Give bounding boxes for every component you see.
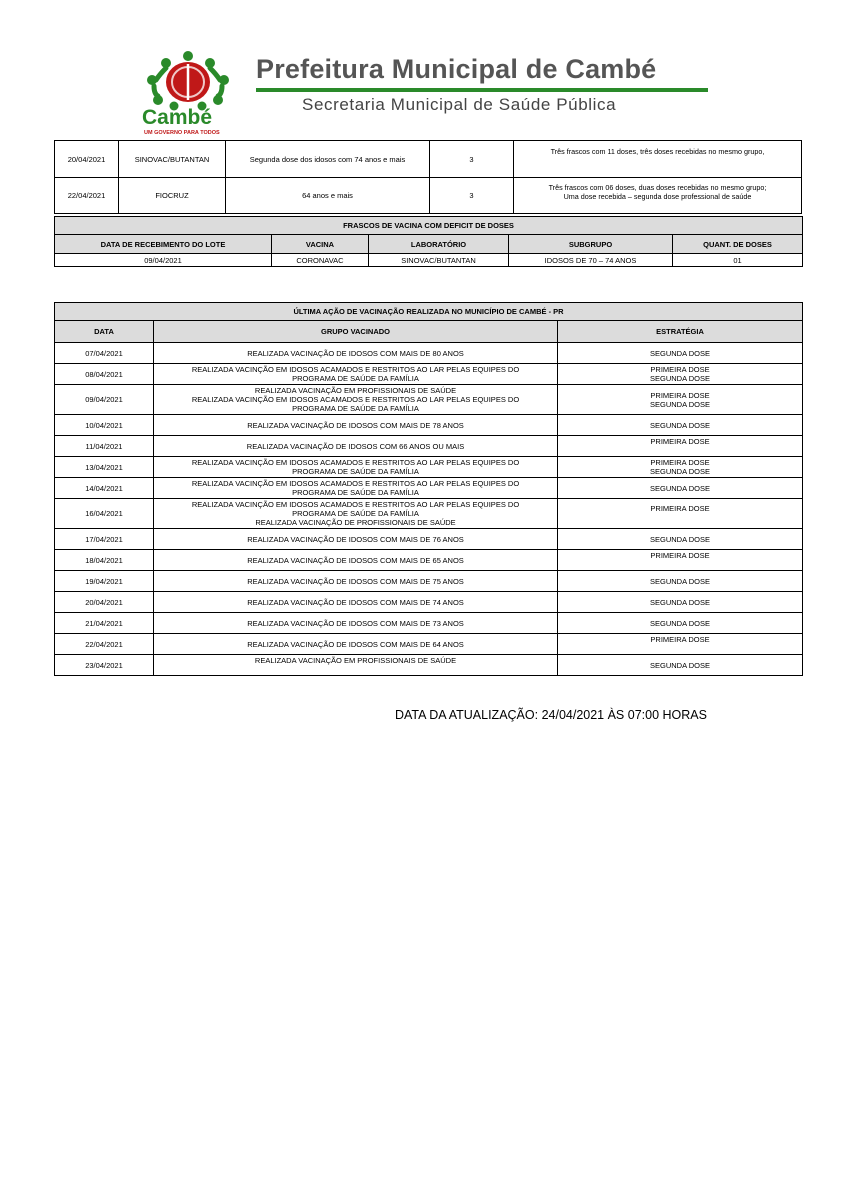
strategy-line: SEGUNDA DOSE	[650, 420, 711, 430]
actions-table-title: ÚLTIMA AÇÃO DE VACINAÇÃO REALIZADA NO MUNICÍPIO DE CAMBÉ - PR	[55, 303, 803, 321]
cell-date: 13/04/2021	[55, 457, 154, 478]
cell-strategy	[558, 592, 803, 613]
cell-group	[154, 478, 558, 499]
strategy-line: SEGUNDA DOSE	[650, 348, 711, 358]
table-row	[55, 499, 803, 529]
group-line: REALIZADA VACINAÇÃO DE PROFISSIONAIS DE SAÚDE	[255, 518, 456, 527]
cell-date: 16/04/2021	[55, 499, 154, 529]
cell-group: Segunda dose dos idosos com 74 anos e mais	[226, 141, 430, 178]
cell-group	[154, 385, 558, 415]
cell-strategy	[558, 457, 803, 478]
observation-line: Uma dose recebida – segunda dose professional de saúde	[563, 192, 752, 201]
strategy-line: SEGUNDA DOSE	[650, 576, 711, 586]
column-header: GRUPO VACINADO	[154, 321, 558, 343]
cell-group	[154, 415, 558, 436]
group-line: REALIZADA VACINAÇÃO DE IDOSOS COM MAIS DE 74 ANOS	[247, 597, 464, 607]
cell-group	[154, 436, 558, 457]
strategy-line: SEGUNDA DOSE	[650, 597, 711, 607]
deficit-table	[54, 216, 803, 267]
column-header: SUBGRUPO	[509, 235, 673, 254]
observation-line: Três frascos com 11 doses, três doses recebidas no mesmo grupo,	[550, 147, 765, 156]
update-timestamp: DATA DA ATUALIZAÇÃO: 24/04/2021 ÀS 07:00 HORAS	[395, 708, 707, 722]
cell-group	[154, 613, 558, 634]
cell-group	[154, 343, 558, 364]
cell-group	[154, 550, 558, 571]
group-line: REALIZADA VACINAÇÃO DE IDOSOS COM MAIS DE 73 ANOS	[247, 618, 464, 628]
table-row	[55, 613, 803, 634]
cell-date: 17/04/2021	[55, 529, 154, 550]
table-row	[55, 436, 803, 457]
cell-observation	[514, 141, 802, 178]
cell-date: 21/04/2021	[55, 613, 154, 634]
logo-wordmark: Cambé	[142, 106, 213, 129]
strategy-line: SEGUNDA DOSE	[650, 483, 711, 493]
strategy-line: PRIMEIRA DOSE	[650, 365, 710, 374]
group-line: REALIZADA VACINAÇÃO EM PROFISSIONAIS DE SAÚDE	[254, 386, 457, 395]
cell-group	[154, 457, 558, 478]
strategy-line: SEGUNDA DOSE	[650, 467, 711, 476]
table-row	[55, 385, 803, 415]
cell-group	[154, 529, 558, 550]
cell-strategy	[558, 415, 803, 436]
column-header: VACINA	[272, 235, 369, 254]
group-line: PROGRAMA DE SAÚDE DA FAMÍLIA	[292, 509, 419, 518]
cell-strategy	[558, 478, 803, 499]
cell-strategy	[558, 550, 803, 571]
cell-date: 23/04/2021	[55, 655, 154, 676]
cell-date: 08/04/2021	[55, 364, 154, 385]
title-divider	[256, 88, 708, 92]
cell-vaccine: FIOCRUZ	[119, 178, 226, 214]
cell-strategy	[558, 529, 803, 550]
column-header: ESTRATÉGIA	[558, 321, 803, 343]
cell-strategy	[558, 364, 803, 385]
cell-strategy	[558, 343, 803, 364]
column-header: DATA	[55, 321, 154, 343]
logo-slogan: UM GOVERNO PARA TODOS	[144, 130, 220, 136]
cell-vaccine: SINOVAC/BUTANTAN	[119, 141, 226, 178]
group-line: PROGRAMA DE SAÚDE DA FAMÍLIA	[292, 488, 419, 497]
table-row	[55, 343, 803, 364]
table-row	[55, 529, 803, 550]
table-row	[55, 141, 802, 178]
strategy-line: PRIMEIRA DOSE	[650, 504, 710, 513]
column-header: QUANT. DE DOSES	[673, 235, 803, 254]
group-line: REALIZADA VACINAÇÃO DE IDOSOS COM MAIS DE 64 ANOS	[247, 639, 464, 649]
cell-group	[154, 655, 558, 676]
group-line: REALIZADA VACINAÇÃO DE IDOSOS COM MAIS DE 65 ANOS	[247, 555, 464, 565]
strategy-line: SEGUNDA DOSE	[650, 660, 711, 670]
observation-line: Três frascos com 06 doses, duas doses recebidas no mesmo grupo;	[548, 183, 767, 192]
cell-strategy	[558, 655, 803, 676]
group-line: REALIZADA VACINAÇÃO DE IDOSOS COM MAIS DE 75 ANOS	[247, 576, 464, 586]
table-row	[55, 415, 803, 436]
column-header: DATA DE RECEBIMENTO DO LOTE	[55, 235, 272, 254]
cell-date: 09/04/2021	[55, 385, 154, 415]
table-row	[55, 254, 803, 267]
cell-group: 64 anos e mais	[226, 178, 430, 214]
cell-date: 22/04/2021	[55, 178, 119, 214]
page-title: Prefeitura Municipal de Cambé	[256, 54, 657, 84]
cell-observation	[514, 178, 802, 214]
cell-strategy	[558, 634, 803, 655]
group-line: PROGRAMA DE SAÚDE DA FAMÍLIA	[292, 467, 419, 476]
group-line: REALIZADA VACINAÇÃO DE IDOSOS COM MAIS DE 80 ANOS	[247, 348, 464, 358]
group-line: REALIZADA VACINAÇÃO DE IDOSOS COM MAIS DE 76 ANOS	[247, 534, 464, 544]
table-row	[55, 655, 803, 676]
cell-group	[154, 499, 558, 529]
strategy-line: SEGUNDA DOSE	[650, 534, 711, 544]
strategy-line: SEGUNDA DOSE	[650, 374, 711, 383]
table-row	[55, 634, 803, 655]
group-line: REALIZADA VACINÇÃO EM IDOSOS ACAMADOS E RESTRITOS AO LAR PELAS EQUIPES DO	[191, 500, 520, 509]
cell-subgroup: IDOSOS DE 70 – 74 ANOS	[509, 254, 673, 267]
cell-quantity: 3	[430, 141, 514, 178]
vial-surplus-table	[54, 140, 802, 214]
strategy-line: SEGUNDA DOSE	[650, 618, 711, 628]
group-line: REALIZADA VACINÇÃO EM IDOSOS ACAMADOS E RESTRITOS AO LAR PELAS EQUIPES DO	[191, 365, 520, 374]
strategy-line: PRIMEIRA DOSE	[650, 551, 710, 560]
table-row	[55, 457, 803, 478]
vaccination-actions-table	[54, 302, 803, 676]
cell-strategy	[558, 436, 803, 457]
strategy-line: PRIMEIRA DOSE	[650, 390, 710, 400]
column-header: LABORATÓRIO	[369, 235, 509, 254]
cell-quantity: 3	[430, 178, 514, 214]
table-row	[55, 478, 803, 499]
cell-laboratory: SINOVAC/BUTANTAN	[369, 254, 509, 267]
table-row	[55, 592, 803, 613]
strategy-line: PRIMEIRA DOSE	[650, 437, 710, 446]
cell-dose-quantity: 01	[673, 254, 803, 267]
cell-date: 19/04/2021	[55, 571, 154, 592]
group-line: PROGRAMA DE SAÚDE DA FAMÍLIA	[292, 374, 419, 383]
strategy-line: PRIMEIRA DOSE	[650, 635, 710, 644]
cell-date: 07/04/2021	[55, 343, 154, 364]
group-line: REALIZADA VACINAÇÃO DE IDOSOS COM MAIS DE 78 ANOS	[247, 420, 464, 430]
group-line: REALIZADA VACINÇÃO EM IDOSOS ACAMADOS E RESTRITOS AO LAR PELAS EQUIPES DO	[191, 395, 520, 404]
table-row	[55, 571, 803, 592]
cell-vaccine: CORONAVAC	[272, 254, 369, 267]
strategy-line: SEGUNDA DOSE	[650, 399, 711, 409]
cell-date: 22/04/2021	[55, 634, 154, 655]
cell-strategy	[558, 385, 803, 415]
cell-date: 20/04/2021	[55, 592, 154, 613]
group-line: REALIZADA VACINÇÃO EM IDOSOS ACAMADOS E RESTRITOS AO LAR PELAS EQUIPES DO	[191, 458, 520, 467]
cell-date: 20/04/2021	[55, 141, 119, 178]
cell-lot-date: 09/04/2021	[55, 254, 272, 267]
group-line: PROGRAMA DE SAÚDE DA FAMÍLIA	[292, 404, 419, 413]
cell-strategy	[558, 571, 803, 592]
cell-group	[154, 571, 558, 592]
table-row	[55, 550, 803, 571]
deficit-table-title: FRASCOS DE VACINA COM DEFICIT DE DOSES	[55, 217, 803, 235]
strategy-line: PRIMEIRA DOSE	[650, 458, 710, 467]
table-row	[55, 364, 803, 385]
group-line: REALIZADA VACINAÇÃO DE IDOSOS COM 66 ANOS OU MAIS	[246, 441, 465, 451]
group-line: REALIZADA VACINAÇÃO EM PROFISSIONAIS DE SAÚDE	[254, 656, 457, 665]
table-row	[55, 178, 802, 214]
cell-group	[154, 592, 558, 613]
cell-date: 18/04/2021	[55, 550, 154, 571]
cell-date: 11/04/2021	[55, 436, 154, 457]
cell-strategy	[558, 499, 803, 529]
page-subtitle: Secretaria Municipal de Saúde Pública	[302, 95, 617, 114]
cell-group	[154, 364, 558, 385]
cell-strategy	[558, 613, 803, 634]
cell-group	[154, 634, 558, 655]
cell-date: 14/04/2021	[55, 478, 154, 499]
cell-date: 10/04/2021	[55, 415, 154, 436]
group-line: REALIZADA VACINÇÃO EM IDOSOS ACAMADOS E RESTRITOS AO LAR PELAS EQUIPES DO	[191, 479, 520, 488]
